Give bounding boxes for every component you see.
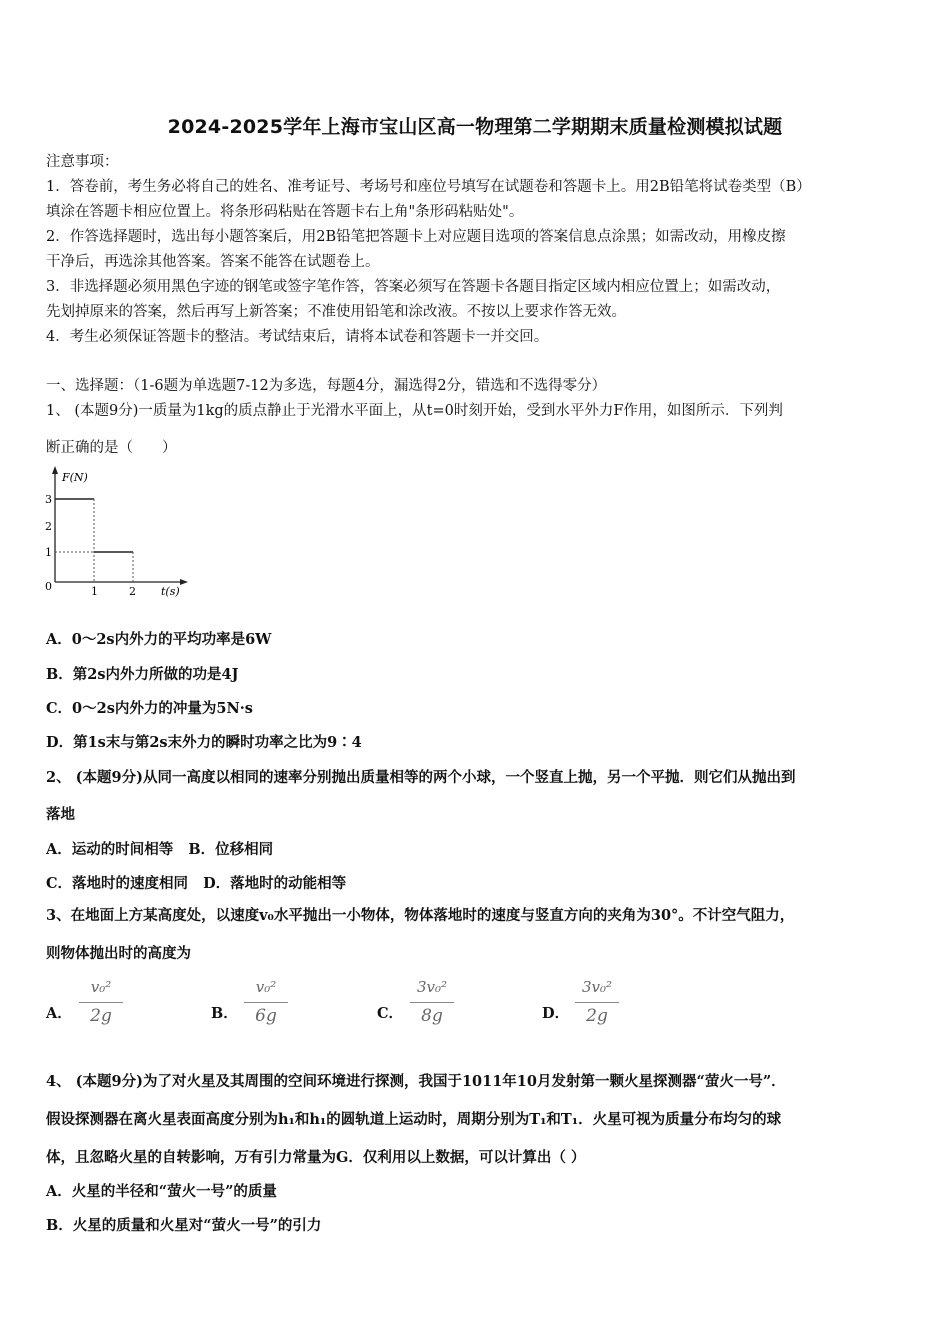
y-tick: 2 [45,520,52,533]
force-time-graph [44,464,194,604]
q2-options-row [46,872,356,893]
q4-option-a: A．火星的半径和“萤火一号”的质量 [46,1183,277,1200]
exam-page: 2024-2025学年上海市宝山区高一物理第二学期期末质量检测模拟试题 注意事项： 1．答卷前，考生务必将自己的姓名、准考证号、考场号和座位号填写在试题卷和答题卡上。用2B铅笔将试卷类型（B） 填涂在答题卡相应位置上。将条形码粘贴在答题卡右上角"条形码粘贴处"。 2．作答选择题时，选出每小题答案后，用2B铅笔把答题卡上对应题目选项的答案信息点涂黑；如需改动，用橡皮擦 干净后，再选涂其他答案。答案不能答在试题卷上。 3．非选择题必须用黑色字迹的钢笔或签字笔作答，答案必须写在答题卡各题目指定区域内相应位置上；如需改动， 先划掉原来的答案，然后再写上新答案；不准使用铅笔和涂改液。不按以上要求作答无效。 4．考生必须保证答题卡的整洁。考试结束后，请将本试卷和答题卡一并交回。 一、选择题：（1-6题为单选题7-12为多选，每题4分，漏选得2分，错选和不选得零分） 1、 (本题9分)一质量为1kg的质点静止于光滑水平面上，从t=0时刻开始，受到水平外力F作用，如图所示．下列判 断正确的是（ ） F(N) 3 2 1 0 1 2 t(s) A．0～2s内外力的平均功率是6W B．第2s内外力所做的功是4J C．0～2s内外力的冲量为5N·s D．第1s末与第2s末外力的瞬时功率之比为9∶4 2、 (本题9分)从同一高度以相同的速率分别抛出质量相等的两个小球，一个竖直上抛，另一个平抛．则它们从抛出到 落地 A．运动的时间相等 B．位移相同 C．落地时的速度相同 D．落地时的动能相等 3、在地面上方某高度处，以速度v₀水平抛出一小物体，物体落地时的速度与竖直方向的夹角为30°。不计空气阻力， 则物体抛出时的高度为 A． v₀² 2g B． v₀² 6g C． 3v₀² 8g D． 3v₀² 2g 4、 (本题9分)为了对火星及其周围的空间环境进行探测，我国于1011年10月发射第一颗火星探测器“萤火一号”． 假设探测器在离火星表面高度分别为h₁和h₁的圆轨道上运动时，周期分别为T₁和T₁．火星可视为质量分布均匀的球 体，且忽略火星的自转影响，万有引力常量为G．仅利用以上数据，可以计算出（ ） A．火星的半径和“萤火一号”的质量 B．火星的质量和火星对“萤火一号”的引力 [0,0,950,1344]
q3-stem-cont: 则物体抛出时的高度为 [46,945,191,962]
q2-stem: 2、 (本题9分)从同一高度以相同的速率分别抛出质量相等的两个小球，一个竖直上抛，另一个平抛．则它们从抛出到 [46,769,796,786]
q2-stem-cont: 落地 [46,806,75,823]
q2-option-a: A．运动的时间相等 [46,841,174,858]
section-heading: 一、选择题：（1-6题为单选题7-12为多选，每题4分，漏选得2分，错选和不选得零分） [46,378,607,394]
q4-option-b: B．火星的质量和火星对“萤火一号”的引力 [46,1217,322,1234]
y-tick: 1 [45,546,52,559]
q3-stem: 3、在地面上方某高度处，以速度v₀水平抛出一小物体，物体落地时的速度与竖直方向的夹角为30°。不计空气阻力， [46,907,795,924]
q2-options-row [46,838,283,859]
q2-option-d: D．落地时的动能相等 [203,875,347,892]
q1-stem: 1、 (本题9分)一质量为1kg的质点静止于光滑水平面上，从t=0时刻开始，受到水平外力F作用，如图所示．下列判 [46,403,783,419]
x-tick: 1 [91,585,98,598]
q4-stem: 4、 (本题9分)为了对火星及其周围的空间环境进行探测，我国于1011年10月发射第一颗火星探测器“萤火一号”． [46,1073,786,1090]
graph-x-label: t(s) [161,585,180,598]
q2-option-b: B．位移相同 [188,841,274,858]
notice-line: 2．作答选择题时，选出每小题答案后，用2B铅笔把答题卡上对应题目选项的答案信息点涂黑；如需改动，用橡皮擦 [46,229,786,245]
notice-heading: 注意事项： [46,154,119,170]
notice-line: 3．非选择题必须用黑色字迹的钢笔或签字笔作答，答案必须写在答题卡各题目指定区域内相应位置上；如需改动， [46,279,781,295]
notice-line: 干净后，再选涂其他答案。答案不能答在试题卷上。 [46,254,380,270]
q4-stem-cont: 体，且忽略火星的自转影响，万有引力常量为G．仅利用以上数据，可以计算出（ ） [46,1149,586,1166]
x-tick: 2 [129,585,136,598]
q2-option-c: C．落地时的速度相同 [46,875,189,892]
q1-option-c: C．0～2s内外力的冲量为5N·s [46,700,253,717]
y-tick: 0 [45,580,52,593]
q1-stem-cont: 断正确的是（ ） [46,440,177,456]
page-title: 2024-2025学年上海市宝山区高一物理第二学期期末质量检测模拟试题 [167,116,783,138]
notice-line: 4．考生必须保证答题卡的整洁。考试结束后，请将本试卷和答题卡一并交回。 [46,329,549,345]
notice-line: 先划掉原来的答案，然后再写上新答案；不准使用铅笔和涂改液。不按以上要求作答无效。 [46,304,626,320]
q1-option-a: A．0～2s内外力的平均功率是6W [46,631,272,648]
notice-line: 1．答卷前，考生务必将自己的姓名、准考证号、考场号和座位号填写在试题卷和答题卡上。用2B铅笔将试卷类型（B） [46,179,811,195]
q1-option-b: B．第2s内外力所做的功是4J [46,666,239,683]
y-tick: 3 [45,493,52,506]
q4-stem-cont: 假设探测器在离火星表面高度分别为h₁和h₁的圆轨道上运动时，周期分别为T₁和T₁．火星可视为质量分布均匀的球 [46,1111,782,1128]
q1-option-d: D．第1s末与第2s末外力的瞬时功率之比为9∶4 [46,734,362,751]
graph-y-label: F(N) [62,471,88,484]
notice-line: 填涂在答题卡相应位置上。将条形码粘贴在答题卡右上角"条形码粘贴处"。 [46,204,524,220]
